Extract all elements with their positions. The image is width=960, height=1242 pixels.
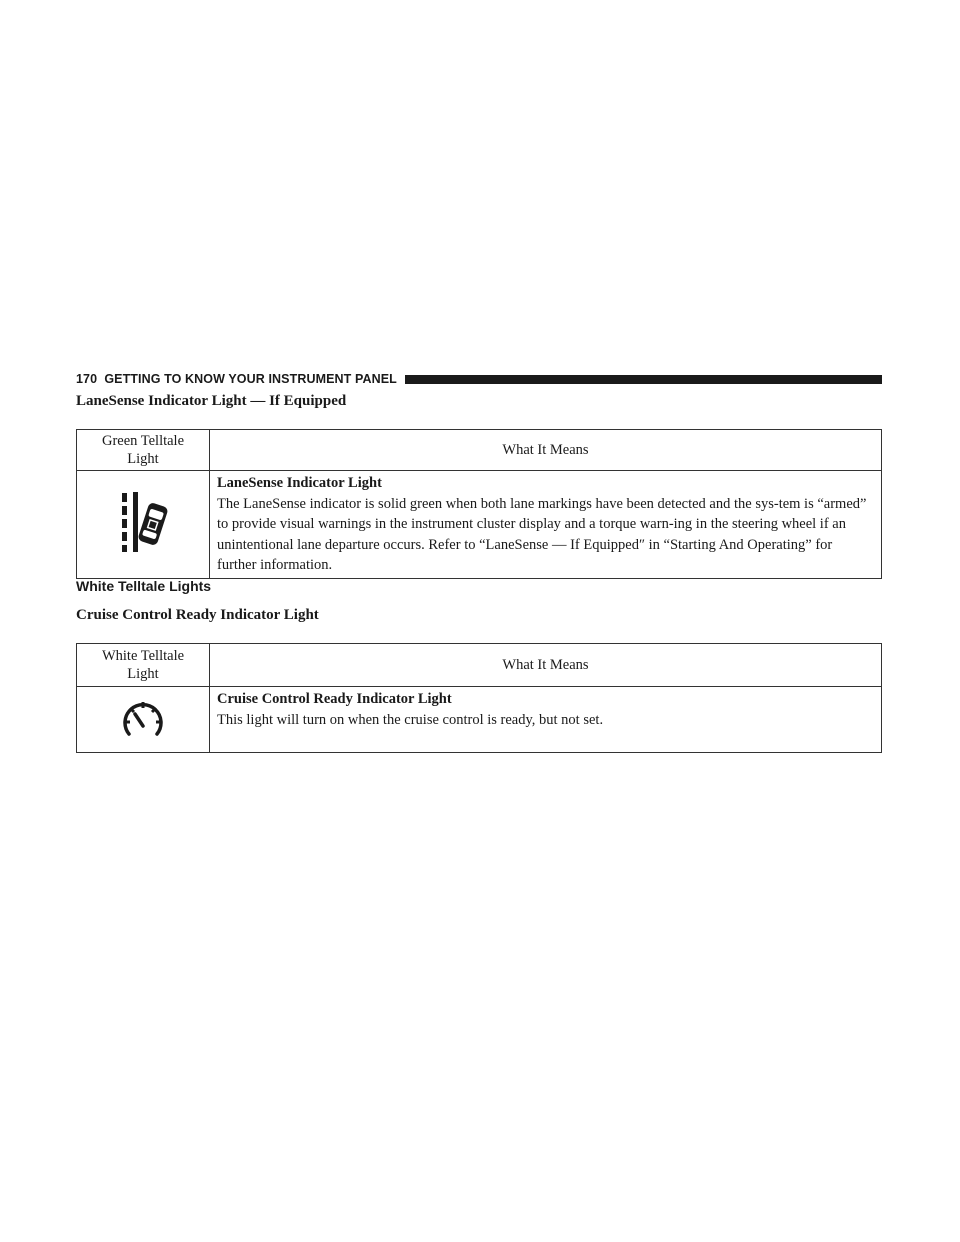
header-line-1: Green Telltale (101, 433, 185, 449)
lanesense-section-title: LaneSense Indicator Light — If Equipped (76, 393, 347, 409)
header-line-1: White Telltale (101, 648, 185, 664)
row-label: Cruise Control Ready Indicator Light (217, 691, 452, 707)
lanesense-icon (118, 491, 168, 553)
page-number: 170 (76, 372, 98, 386)
table-header-row (77, 430, 882, 471)
header-line-2: Light (127, 666, 159, 682)
row-description: This light will turn on when the cruise control is ready, but not set. (217, 711, 604, 728)
telltale-column-header (77, 430, 210, 471)
icon-cell (77, 471, 210, 579)
row-description: The LaneSense indicator is solid green when both lane markings have been detected and the sys-tem is “armed” to provide visual warnings in the instrument cluster display and a torque warn-ing in the steering wheel if an unintentional lane departure occurs. Refer to “LaneSense — If Equipped″ in “Starting And Operating” for further information. (217, 495, 867, 573)
header-rule (405, 375, 882, 384)
meaning-column-header: What It Means (210, 430, 882, 471)
row-label: LaneSense Indicator Light (217, 475, 382, 491)
telltale-column-header (77, 644, 210, 687)
table-row (77, 687, 882, 753)
meaning-column-header: What It Means (210, 644, 882, 687)
running-title: GETTING TO KNOW YOUR INSTRUMENT PANEL (104, 372, 397, 386)
meaning-cell (210, 471, 882, 579)
cruise-control-icon (119, 696, 167, 738)
table-header-row (77, 644, 882, 687)
header-line-2: Light (127, 451, 159, 467)
header-text (76, 372, 405, 386)
icon-cell (77, 687, 210, 753)
meaning-cell (210, 687, 882, 753)
running-header (76, 371, 882, 387)
lanesense-table (76, 429, 882, 579)
cruise-section-title: Cruise Control Ready Indicator Light (76, 607, 319, 623)
white-telltale-section-title: White Telltale Lights (76, 578, 212, 594)
table-row (77, 471, 882, 579)
cruise-table (76, 643, 882, 753)
